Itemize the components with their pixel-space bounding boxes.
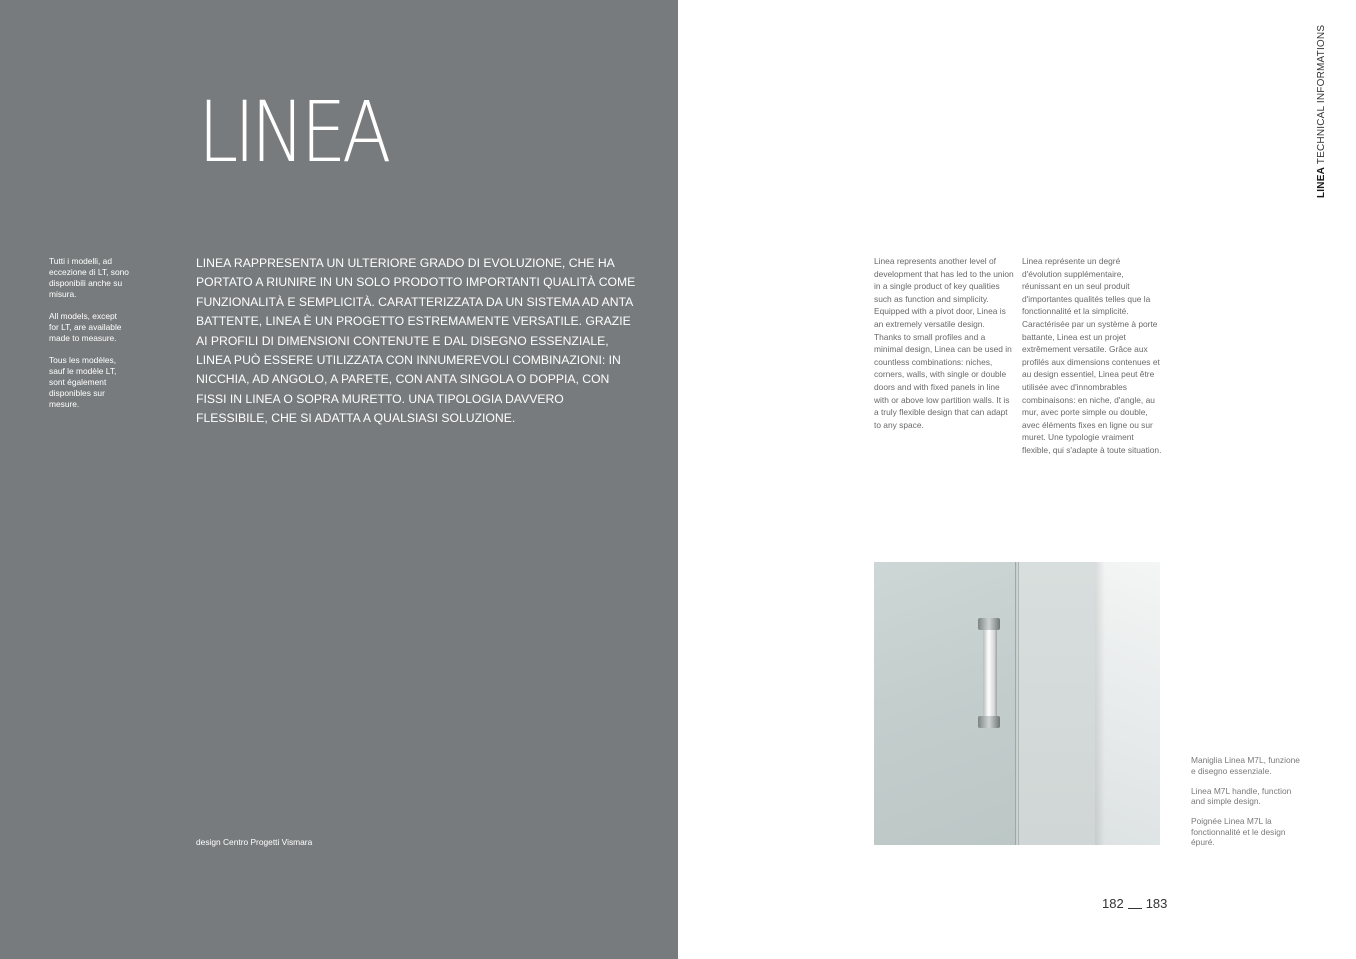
intro-paragraph-it: LINEA RAPPRESENTA UN ULTERIORE GRADO DI EVOLUZIONE, CHE HA PORTATO A RIUNIRE IN UN SOLO PRODOTTO IMPORTANTI QUALITÀ COME FUNZIONALITÀ E SEMPLICITÀ. CARATTERIZZATA DA UN SISTEMA AD ANTA BATTENTE, LINEA È UN PROGETTO ESTREMAMENTE VERSATILE. GRAZIE AI PROFILI DI DIMENSIONI CONTENUTE E DAL DISEGNO ESSENZIALE, LINEA PUÒ ESSERE UTILIZZATA CON INNUMEREVOLI COMBINAZIONI: IN NICCHIA, AD ANGOLO, A PARETE, CON ANTA SINGOLA O DOPPIA, CON FISSI IN LINEA O SOPRA MURETTO. UNA TIPOLOGIA DAVVERO FLESSIBILE, CHE SI ADATTA A QUALSIASI SOLUZIONE. bbox=[196, 256, 636, 426]
handle-photo bbox=[874, 562, 1160, 845]
side-note-fr: Tous les modèles, sauf le modèle LT, sont également disponibles sur mesure. bbox=[49, 355, 117, 409]
fixed-glass-panel bbox=[1019, 562, 1095, 845]
photo-caption bbox=[1191, 755, 1301, 857]
door-handle bbox=[977, 618, 1007, 728]
page-number-left: 182 bbox=[1102, 896, 1124, 911]
caption-fr: Poignée Linea M7L la fonctionnalité et le design épuré. bbox=[1191, 816, 1286, 847]
text-column-en: Linea represents another level of development that has led to the union in a single product of key qualities such as function and simplicity. Equipped with a pivot door, Linea is an extremely versatile design. Thanks to small profiles and a minimal design, Linea can be used in countless combinations: niches, corners, walls, with single or double doors and with fixed panels in line with or above low partition walls. It is a truly flexible design that can adapt to any space. bbox=[874, 256, 1014, 430]
side-note-en: All models, except for LT, are available made to measure. bbox=[49, 311, 122, 343]
page-number-right: 183 bbox=[1145, 896, 1168, 911]
spine-header bbox=[1316, 25, 1327, 198]
side-notes bbox=[49, 256, 129, 421]
text-column-fr: Linea représente un degré d'évolution supplémentaire, réunissant en un seul produit d'importantes qualités telles que la fonctionnalité et la simplicité. Caractérisée par un système à porte battante, Linea est un projet extrêmement versatile. Grâce aux profilés aux dimensions contenues et au design essentiel, Linea peut être utilisée avec d'innombrables combinaisons: en niche, d'angle, au mur, avec porte simple ou double, avec éléments fixes en ligne ou sur muret. Une typologie vraiment flexible, qui s'adapte à toute situation. bbox=[1022, 256, 1162, 455]
page-title: LINEA bbox=[198, 83, 388, 181]
spine-rest: TECHNICAL INFORMATIONS bbox=[1316, 24, 1327, 167]
caption-it: Maniglia Linea M7L, funzione e disegno essenziale. bbox=[1191, 755, 1300, 776]
spine-bold: LINEA bbox=[1316, 167, 1327, 198]
page-numbers bbox=[1102, 896, 1167, 911]
design-credit: design Centro Progetti Vismara bbox=[196, 837, 313, 847]
caption-en: Linea M7L handle, function and simple design. bbox=[1191, 785, 1292, 806]
page-separator bbox=[1128, 908, 1142, 909]
side-note-it: Tutti i modelli, ad eccezione di LT, sono disponibili anche su misura. bbox=[49, 256, 129, 299]
